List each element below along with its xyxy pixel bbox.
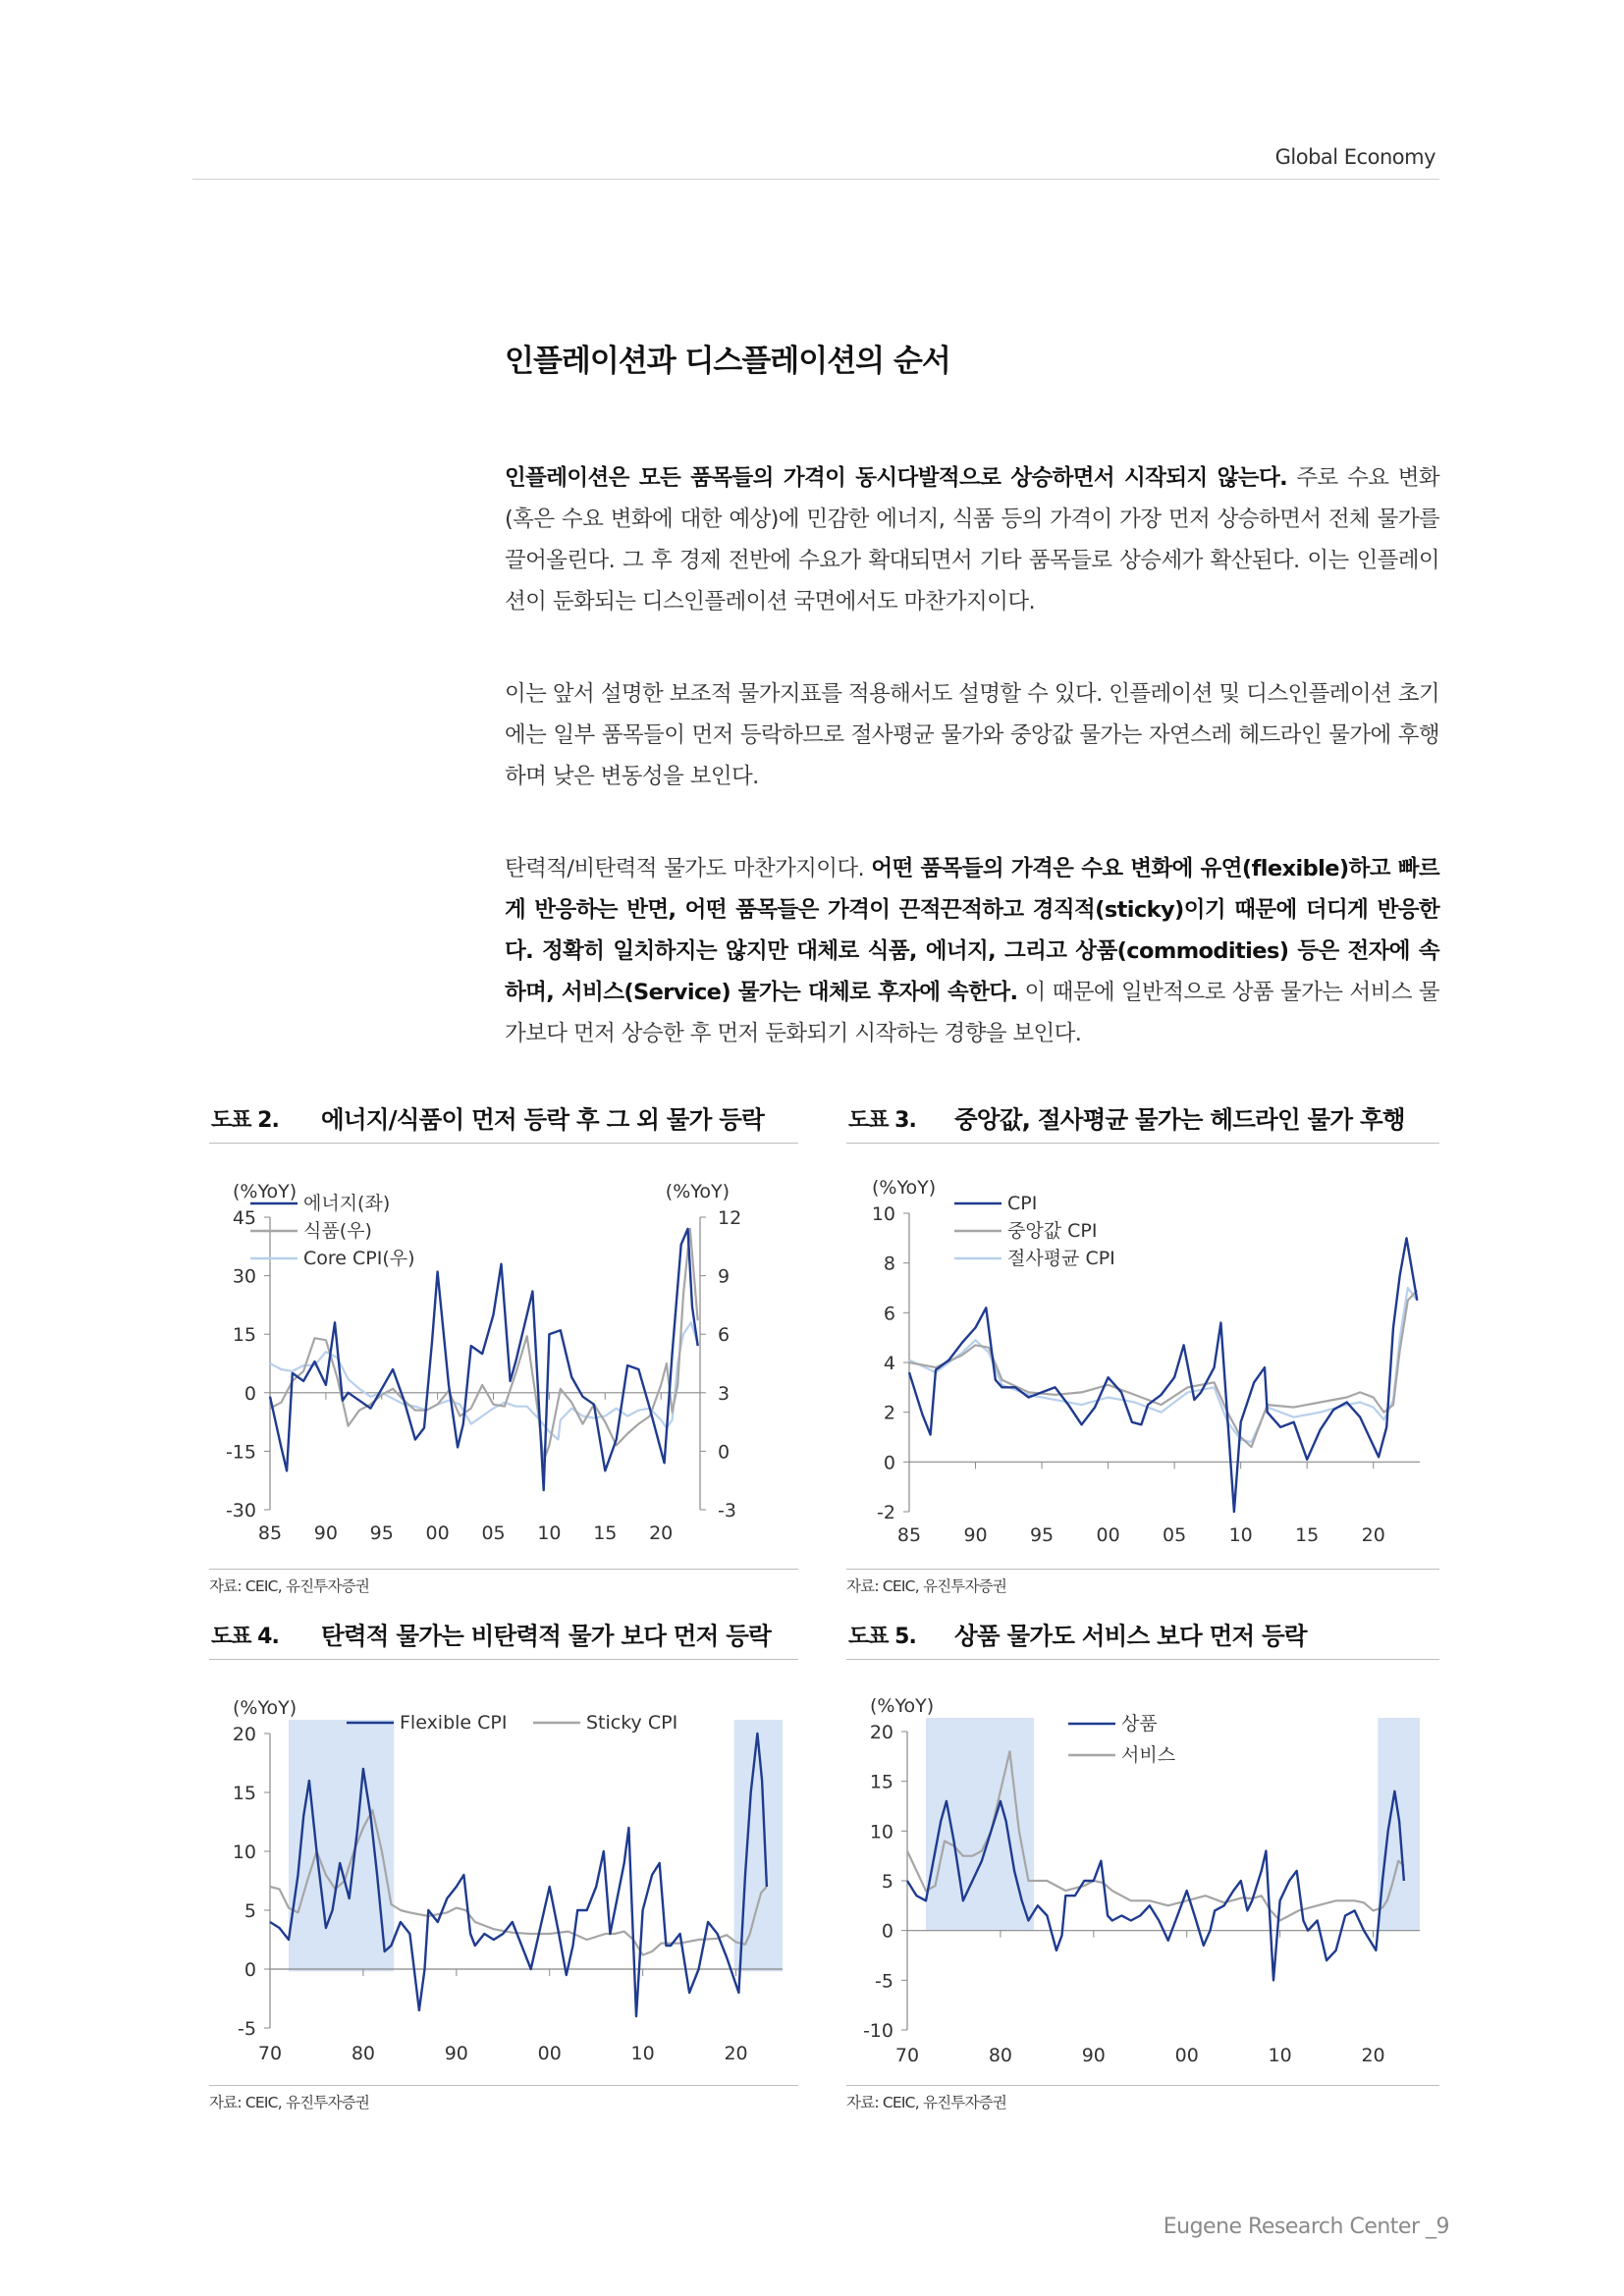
y-tick-label: -2 (877, 1502, 895, 1523)
x-tick-label: 00 (537, 2043, 562, 2064)
series-line (270, 1322, 698, 1439)
page-header (192, 143, 1439, 180)
y-tick-label: 45 (232, 1207, 256, 1229)
divider (846, 1569, 1439, 1570)
article-paragraph (505, 457, 1439, 622)
x-tick-label: 10 (1268, 2045, 1292, 2066)
y-tick-label-right: 0 (718, 1441, 731, 1464)
x-tick-label: 20 (1361, 2045, 1385, 2066)
x-tick-label: 15 (1295, 1524, 1320, 1546)
y-tick-label: -30 (225, 1500, 256, 1522)
legend-label: 식품(우) (303, 1220, 372, 1242)
y-tick-label: 5 (244, 1900, 256, 1922)
y-tick-label: 10 (871, 1203, 895, 1225)
figure-caption: 에너지/식품이 먼저 등락 후 그 외 물가 등락 (321, 1105, 764, 1134)
x-tick-label: 90 (1081, 2045, 1106, 2066)
x-tick-label: 20 (1361, 1524, 1385, 1546)
x-tick-label: 10 (1228, 1524, 1253, 1546)
series-line (909, 1291, 1417, 1448)
chart-flexible-sticky (209, 1675, 802, 2081)
y-tick-label: -10 (862, 2020, 893, 2042)
figure-number: 도표 5. (848, 1625, 916, 1649)
y-tick-label-right: 12 (718, 1207, 742, 1229)
section-label: Global Economy (1274, 145, 1435, 169)
chart-energy-food-core (209, 1158, 802, 1570)
x-tick-label: 20 (649, 1522, 674, 1544)
y-axis-unit-right: (%YoY) (665, 1181, 730, 1202)
figure-source: 자료: CEIC, 유진투자증권 (846, 2094, 1006, 2111)
y-tick-label-right: 6 (718, 1324, 731, 1347)
legend-label: 절사평균 CPI (1007, 1248, 1115, 1269)
x-tick-label: 05 (1163, 1524, 1187, 1546)
y-tick-label: -5 (238, 2018, 256, 2040)
x-tick-label: 10 (630, 2043, 655, 2064)
y-tick-label: 0 (881, 1920, 893, 1943)
figure-number: 도표 3. (848, 1108, 916, 1133)
figure-number: 도표 4. (211, 1625, 279, 1649)
y-axis-unit: (%YoY) (870, 1695, 935, 1717)
figure-source: 자료: CEIC, 유진투자증권 (846, 1577, 1006, 1595)
x-tick-label: 95 (369, 1522, 394, 1544)
figure-source: 자료: CEIC, 유진투자증권 (209, 1577, 369, 1595)
x-tick-label: 70 (257, 2043, 283, 2064)
emphasis-text: 어떤 품목들의 가격은 수요 변화에 유연(flexible)하고 빠르게 반응하는 반면, 어떤 품목들은 가격이 끈적끈적하고 경직적(sticky)이기 때문에 더디게 반응한다. 정확히 일치하지는 않지만 대체로 식품, 에너지, 그리고 상품(commodities) 등은 전자에 속하며, 서비스(Service) 물가는 대체로 후자에 속한다. (505, 856, 1439, 1005)
y-tick-label: 2 (883, 1402, 895, 1424)
y-tick-label: 10 (232, 1842, 256, 1863)
x-tick-label: 70 (894, 2045, 920, 2066)
article-paragraph (505, 848, 1439, 1054)
legend-label: CPI (1007, 1193, 1038, 1214)
y-tick-label: 15 (232, 1324, 256, 1347)
figure-source: 자료: CEIC, 유진투자증권 (209, 2094, 369, 2111)
legend-label: Core CPI(우) (303, 1248, 415, 1269)
y-tick-label: 8 (883, 1253, 895, 1275)
divider (846, 2085, 1439, 2086)
x-tick-label: 90 (444, 2043, 468, 2064)
page-footer: Eugene Research Center _9 (1163, 2215, 1449, 2239)
body-text: 탄력적/비탄력적 물가도 마찬가지이다. (505, 856, 872, 881)
y-tick-label: 0 (244, 1382, 256, 1405)
y-tick-label: 30 (232, 1265, 256, 1288)
article-paragraph (505, 673, 1439, 797)
divider (209, 2085, 798, 2086)
shaded-period (289, 1720, 394, 1971)
y-tick-label: -5 (875, 1970, 893, 1993)
figure-title (846, 1614, 1439, 1660)
figure-caption: 중앙값, 절사평균 물가는 헤드라인 물가 후행 (954, 1105, 1405, 1134)
x-tick-label: 05 (481, 1522, 506, 1544)
y-tick-label: 15 (232, 1783, 256, 1804)
x-tick-label: 90 (313, 1522, 338, 1544)
body-text: 주로 수요 변화(혹은 수요 변화에 대한 예상)에 민감한 에너지, 식품 등의 가격이 가장 먼저 상승하면서 전체 물가를 끌어올린다. 그 후 경제 전반에 수요가 확대되면서 기타 품목들로 상승세가 확산된다. 이는 인플레이션이 둔화되는 디스인플레이션 국면에서도 마찬가지이다. (505, 465, 1440, 614)
legend-label: 서비스 (1121, 1744, 1176, 1766)
y-tick-label-right: 3 (718, 1382, 731, 1405)
y-axis-unit: (%YoY) (233, 1181, 298, 1202)
figure-title (209, 1097, 798, 1144)
y-tick-label: 6 (883, 1303, 895, 1325)
x-tick-label: 00 (425, 1522, 450, 1544)
y-tick-label: 0 (883, 1452, 895, 1474)
x-tick-label: 80 (351, 2043, 376, 2064)
figure-title (209, 1614, 798, 1660)
y-tick-label: -15 (225, 1441, 256, 1464)
figure-caption: 탄력적 물가는 비탄력적 물가 보다 먼저 등락 (321, 1622, 771, 1650)
y-tick-label: 20 (232, 1724, 256, 1745)
x-tick-label: 15 (593, 1522, 618, 1544)
y-tick-label: 15 (869, 1771, 893, 1793)
x-tick-label: 85 (257, 1522, 283, 1544)
figure-number: 도표 2. (211, 1108, 279, 1133)
body-text: 이는 앞서 설명한 보조적 물가지표를 적용해서도 설명할 수 있다. 인플레이션 및 디스인플레이션 초기에는 일부 품목들이 먼저 등락하므로 절사평균 물가와 중앙값 물가는 자연스레 헤드라인 물가에 후행하며 낮은 변동성을 보인다. (505, 681, 1439, 789)
chart-goods-services (846, 1675, 1439, 2081)
x-tick-label: 90 (963, 1524, 988, 1546)
y-axis-unit: (%YoY) (872, 1177, 937, 1199)
chart-cpi-median-trimmed (846, 1158, 1439, 1570)
figure-title (846, 1097, 1439, 1144)
x-tick-label: 00 (1096, 1524, 1120, 1546)
y-tick-label-right: -3 (718, 1500, 736, 1522)
y-tick-label: 4 (883, 1353, 895, 1374)
series-line (909, 1238, 1417, 1512)
y-tick-label: 20 (869, 1722, 893, 1743)
figure-caption: 상품 물가도 서비스 보다 먼저 등락 (954, 1622, 1307, 1650)
legend-label: 에너지(좌) (303, 1193, 391, 1214)
emphasis-text: 인플레이션은 모든 품목들의 가격이 동시다발적으로 상승하면서 시작되지 않는다. (505, 465, 1288, 491)
x-tick-label: 95 (1029, 1524, 1055, 1546)
legend-label: Flexible CPI (400, 1712, 508, 1734)
legend-label: Sticky CPI (586, 1712, 678, 1734)
legend-label: 중앙값 CPI (1007, 1220, 1098, 1242)
x-tick-label: 85 (896, 1524, 922, 1546)
y-tick-label: 5 (881, 1871, 893, 1893)
body-text: 이 때문에 일반적으로 상품 물가는 서비스 물가보다 먼저 상승한 후 먼저 둔화되기 시작하는 경향을 보인다. (505, 980, 1440, 1046)
legend-label: 상품 (1121, 1713, 1158, 1735)
x-tick-label: 00 (1174, 2045, 1199, 2066)
y-tick-label: 10 (869, 1821, 893, 1843)
x-tick-label: 80 (988, 2045, 1013, 2066)
y-tick-label: 0 (244, 1959, 256, 1981)
article-title: 인플레이션과 디스플레이션의 순서 (505, 344, 950, 379)
x-tick-label: 10 (537, 1522, 562, 1544)
divider (209, 1569, 798, 1570)
y-tick-label-right: 9 (718, 1265, 731, 1288)
x-tick-label: 20 (724, 2043, 748, 2064)
y-axis-unit: (%YoY) (233, 1697, 298, 1719)
